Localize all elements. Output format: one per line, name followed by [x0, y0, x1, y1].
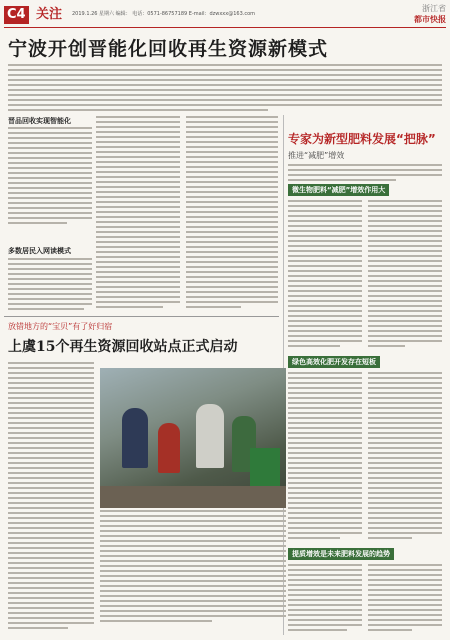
paper-region: 浙江省 — [422, 4, 446, 13]
side-headline: 专家为新型肥料发展“把脉” — [288, 132, 436, 146]
lead-col2-text — [96, 116, 180, 311]
photo-ground — [100, 486, 286, 508]
news-photo — [100, 368, 286, 508]
side-section2-title: 绿色高效化肥开发存在短板 — [288, 356, 380, 368]
side-col2-text — [368, 200, 442, 350]
lead-col1-text — [8, 127, 92, 227]
lead-section1-title: 晋品回收实现智能化 — [8, 117, 71, 125]
lead-section2-title: 多数居民入网读模式 — [8, 247, 71, 255]
photo-person — [122, 408, 148, 468]
second-body-text — [100, 510, 286, 625]
lead-intro-text — [8, 64, 442, 114]
section-rule — [4, 316, 279, 317]
side-col5-text — [288, 564, 362, 634]
masthead — [0, 0, 450, 28]
side-section3-title: 提质增效是未来肥料发展的趋势 — [288, 548, 394, 560]
masthead-info: 2019.1.26 星期六 编辑： 电话：0571-86757189 E-mail：dzwxxx@163.com — [72, 11, 256, 17]
second-headline: 上虞15个再生资源回收站点正式启动 — [8, 339, 238, 355]
side-subheadline: 推进“减肥”增效 — [288, 151, 345, 160]
photo-person — [158, 423, 180, 473]
second-kicker: 放错地方的“宝贝”有了好归宿 — [8, 322, 113, 331]
masthead-rule — [4, 27, 446, 28]
side-col3-text — [288, 372, 362, 542]
lead-col3-text — [186, 116, 278, 311]
section-name: 关注 — [36, 7, 63, 22]
side-col4-text — [368, 372, 442, 542]
photo-recycling-bin — [250, 448, 280, 488]
photo-person — [196, 404, 224, 468]
lead-headline: 宁波开创晋能化回收再生资源新模式 — [8, 38, 329, 60]
side-intro-text — [288, 164, 442, 184]
side-section1-title: 微生物肥料“减肥”增效作用大 — [288, 184, 389, 196]
paper-name: 都市快报 — [414, 14, 446, 24]
side-col1-text — [288, 200, 362, 350]
lead-col1b-text — [8, 258, 92, 313]
side-col6-text — [368, 564, 442, 634]
second-col1-text — [8, 362, 94, 632]
section-code: C4 — [4, 6, 29, 24]
